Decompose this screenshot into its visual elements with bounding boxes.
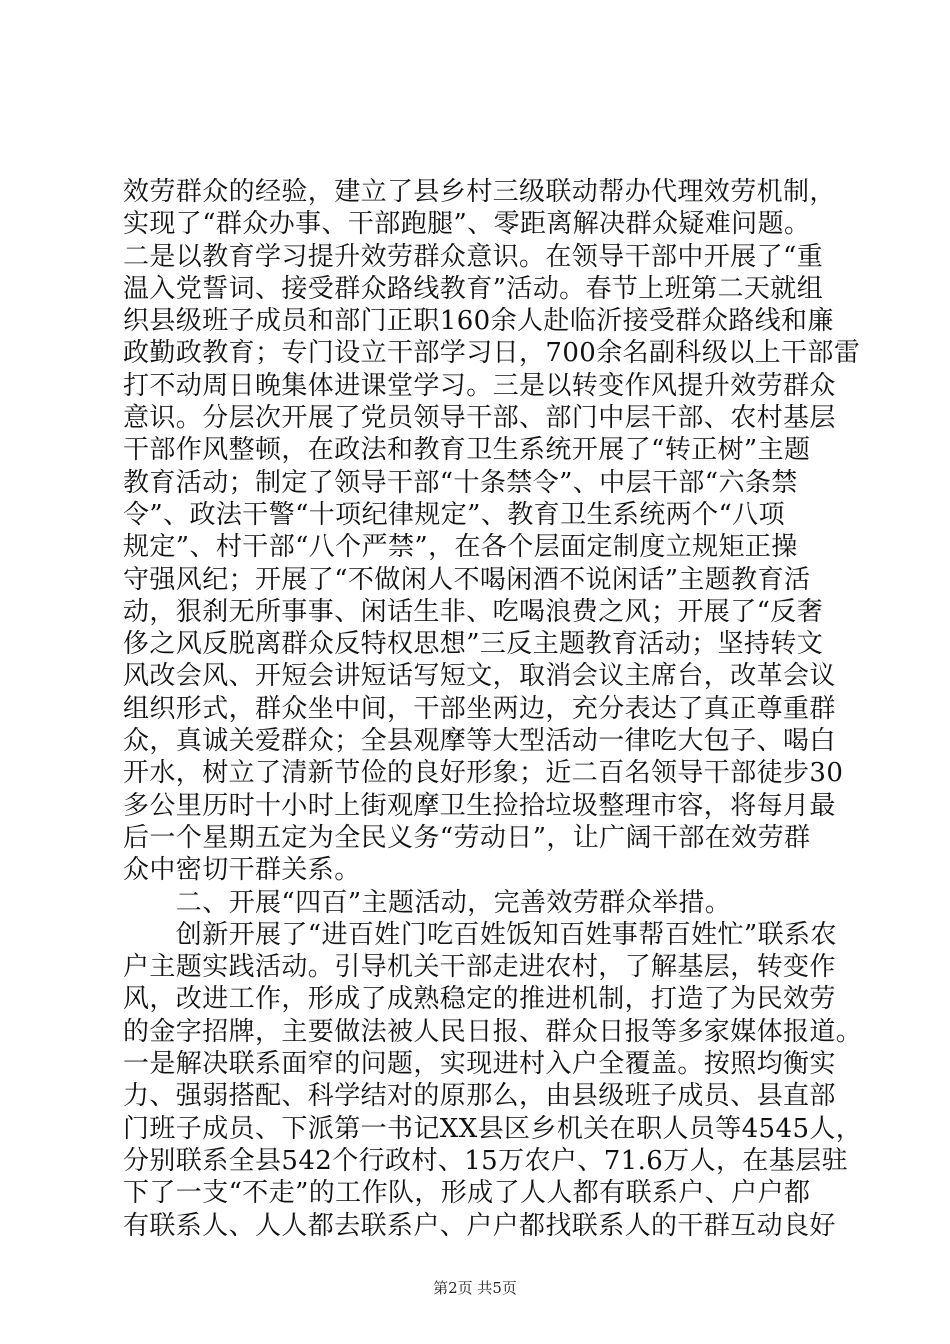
text-line: 二是以教育学习提升效劳群众意识。在领导干部中开展了“重 [123, 241, 824, 272]
text-line: 下了一支“不走”的工作队，形成了人人都有联系户、户户都 [123, 1178, 811, 1209]
text-line: 二、开展“四百”主题活动，完善效劳群众举措。 [123, 887, 732, 918]
text-line: 的金字招牌，主要做法被人民日报、群众日报等多家媒体报道。 [123, 1016, 863, 1047]
text-line: 政勤政教育；专门设立干部学习日，700余名副科级以上干部雷 [123, 338, 861, 369]
text-line: 后一个星期五定为全民义务“劳动日”，让广阔干部在效劳群 [123, 822, 811, 853]
text-line: 众，真诚关爱群众；全县观摩等大型活动一律吃大包子、喝白 [123, 726, 836, 757]
text-line: 创新开展了“进百姓门吃百姓饭知百姓事帮百姓忙”联系农 [123, 919, 837, 950]
text-line: 一是解决联系面窄的问题，实现进村入户全覆盖。按照均衡实 [123, 1049, 836, 1080]
text-line: 织县级班子成员和部门正职160余人赴临沂接受群众路线和廉 [123, 306, 834, 337]
text-line: 有联系人、人人都去联系户、户户都找联系人的干群互动良好 [123, 1210, 836, 1241]
body-text [123, 176, 863, 1242]
text-line: 守强风纪；开展了“不做闲人不喝闲酒不说闲话”主题教育活 [123, 564, 811, 595]
text-line: 门班子成员、下派第一书记XX县区乡机关在职人员等4545人， [123, 1113, 863, 1144]
text-line: 众中密切干群关系。 [123, 855, 361, 886]
text-line: 实现了“群众办事、干部跑腿”、零距离解决群众疑难问题。 [123, 209, 811, 240]
text-line: 温入党誓词、接受群众路线教育”活动。春节上班第二天就组 [123, 273, 824, 304]
text-line: 令”、政法干警“十项纪律规定”、教育卫生系统两个“八项 [123, 499, 785, 530]
text-line: 意识。分层次开展了党员领导干部、部门中层干部、农村基层 [123, 403, 836, 434]
text-line: 动，狠刹无所事事、闲话生非、吃喝浪费之风；开展了“反奢 [123, 596, 824, 627]
text-line: 打不动周日晚集体进课堂学习。三是以转变作风提升效劳群众 [123, 370, 836, 401]
text-line: 侈之风反脱离群众反特权思想”三反主题教育活动；坚持转文 [123, 629, 824, 660]
text-line: 户主题实践活动。引导机关干部走进农村，了解基层，转变作 [123, 952, 836, 983]
page-footer: 第2页 共5页 [433, 1279, 517, 1297]
text-line: 力、强弱搭配、科学结对的原那么，由县级班子成员、县直部 [123, 1081, 836, 1112]
text-line: 教育活动；制定了领导干部“十条禁令”、中层干部“六条禁 [123, 467, 798, 498]
text-line: 分别联系全县542个行政村、15万农户、71.6万人，在基层驻 [123, 1145, 849, 1176]
text-line: 效劳群众的经验，建立了县乡村三级联动帮办代理效劳机制， [123, 177, 836, 207]
text-line: 多公里历时十小时上街观摩卫生捡拾垃圾整理市容，将每月最 [123, 790, 836, 821]
text-line: 开水，树立了清新节俭的良好形象；近二百名领导干部徒步30 [123, 758, 844, 789]
text-line: 干部作风整顿，在政法和教育卫生系统开展了“转正树”主题 [123, 435, 811, 466]
text-line: 规定”、村干部“八个严禁”，在各个层面定制度立规矩正操 [123, 532, 798, 563]
text-line: 风改会风、开短会讲短话写短文，取消会议主席台，改革会议 [123, 661, 836, 692]
text-line: 风，改进工作，形成了成熟稳定的推进机制，打造了为民效劳 [123, 984, 836, 1015]
text-line: 组织形式，群众坐中间，干部坐两边，充分表达了真正尊重群 [123, 693, 836, 724]
